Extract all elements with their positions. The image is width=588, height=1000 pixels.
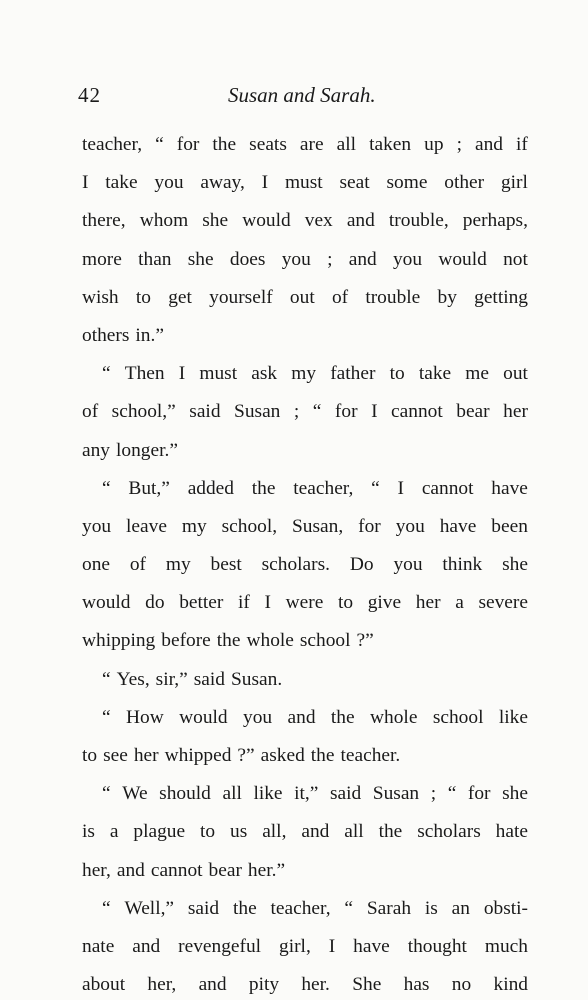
text-line — [82, 852, 528, 890]
word: and — [198, 974, 227, 996]
word: “ — [102, 363, 111, 385]
word: about — [82, 974, 126, 996]
word: her, — [82, 859, 111, 881]
word: pity — [248, 974, 280, 996]
word: to — [135, 286, 151, 308]
word: should — [159, 783, 211, 805]
word: she — [187, 248, 214, 270]
page-number: 42 — [78, 83, 101, 107]
word: school — [299, 630, 351, 652]
word: She — [352, 974, 382, 996]
word: obsti- — [483, 897, 528, 919]
word: sir,” — [155, 668, 188, 690]
word: her. — [301, 974, 330, 996]
word: have — [439, 515, 477, 537]
word: whipping — [82, 630, 156, 652]
word: does — [229, 248, 266, 270]
word: “ — [344, 897, 354, 919]
word: her.” — [247, 859, 286, 881]
word: teacher. — [340, 745, 401, 766]
word: for — [467, 783, 491, 805]
word: “ — [371, 477, 380, 499]
word: How — [126, 706, 164, 728]
word: she — [502, 554, 528, 576]
word: must — [284, 172, 323, 194]
word: were — [285, 592, 324, 614]
text-line — [82, 890, 528, 928]
word: my — [165, 554, 191, 576]
word: I — [82, 172, 89, 194]
word: is — [424, 897, 438, 919]
word: if — [237, 592, 250, 614]
word: ask — [251, 363, 278, 385]
word: “ — [102, 783, 111, 805]
text-line — [82, 699, 528, 737]
word: wish — [82, 286, 119, 308]
word: teacher, — [293, 477, 354, 499]
word: whole — [246, 630, 294, 652]
word: you — [281, 248, 311, 270]
word: But,” — [128, 477, 170, 499]
word: much — [484, 935, 528, 957]
word: it,” — [294, 783, 319, 805]
word: you — [395, 515, 425, 537]
word: “ — [312, 401, 322, 423]
word: Do — [349, 554, 374, 576]
word: the — [232, 897, 257, 919]
word: scholars — [417, 821, 481, 843]
text-line — [82, 928, 528, 966]
word: Yes, — [116, 668, 150, 690]
word: a — [455, 592, 464, 614]
word: all — [222, 783, 242, 805]
word: her, — [147, 974, 177, 996]
text-line — [82, 546, 528, 584]
word: for — [358, 515, 381, 537]
word: have — [491, 477, 528, 499]
word: is — [82, 821, 95, 843]
text-line — [82, 584, 528, 622]
page-header — [78, 83, 528, 113]
word: said — [189, 401, 221, 423]
text-line — [82, 432, 528, 470]
word: “ — [447, 783, 457, 805]
word: would — [82, 592, 131, 614]
text-line — [82, 355, 528, 393]
word: some — [386, 172, 428, 194]
word: Sarah — [366, 897, 412, 919]
word: seats — [249, 134, 287, 155]
word: of — [331, 286, 349, 308]
word: her — [503, 401, 528, 423]
word: other — [444, 172, 485, 194]
word: I — [261, 172, 269, 194]
word: give — [367, 592, 402, 614]
word: been — [491, 515, 528, 537]
word: “ — [102, 668, 111, 690]
word: ?” — [237, 745, 255, 766]
word: think — [442, 554, 483, 576]
word: others — [82, 324, 130, 346]
word: teacher, — [82, 134, 143, 155]
word: and — [346, 210, 375, 232]
word: away, — [200, 172, 245, 194]
word: for — [176, 134, 200, 155]
word: “ — [102, 897, 111, 919]
word: the — [378, 821, 403, 843]
word: revengeful — [178, 935, 262, 957]
word: all, — [262, 821, 287, 843]
word: and — [132, 935, 161, 957]
text-line — [82, 126, 528, 164]
word: all — [344, 821, 364, 843]
word: for — [334, 401, 358, 423]
word: of — [82, 401, 99, 423]
word: up — [424, 134, 444, 155]
word: if — [516, 134, 528, 155]
word: to — [337, 592, 354, 614]
word: whom — [139, 210, 189, 232]
word: whole — [370, 706, 418, 728]
word: there, — [82, 210, 126, 232]
word: would — [438, 248, 487, 270]
word: before — [161, 630, 211, 652]
word: any — [82, 439, 110, 461]
word: would — [242, 210, 291, 232]
word: girl, — [279, 935, 311, 957]
word: has — [403, 974, 430, 996]
word: kind — [493, 974, 528, 996]
word: to — [82, 745, 98, 766]
word: I — [264, 592, 271, 614]
text-line — [82, 737, 528, 775]
word: me — [465, 363, 489, 385]
word: taken — [369, 134, 412, 155]
word: cannot — [391, 401, 443, 423]
word: “ — [102, 477, 111, 499]
word: the — [251, 477, 276, 499]
text-line — [82, 508, 528, 546]
word: her — [133, 745, 159, 766]
word: out — [289, 286, 315, 308]
word: all — [336, 134, 357, 155]
word: like — [253, 783, 283, 805]
word: one — [82, 554, 110, 576]
text-line — [82, 164, 528, 202]
word: in.” — [135, 324, 164, 346]
word: best — [210, 554, 242, 576]
word: no — [451, 974, 472, 996]
word: said — [329, 783, 362, 805]
word: Then — [124, 363, 165, 385]
word: us — [230, 821, 248, 843]
word: said — [187, 897, 220, 919]
word: you — [393, 554, 423, 576]
text-line — [82, 393, 528, 431]
word: I — [328, 935, 336, 957]
word: added — [187, 477, 234, 499]
text-line — [82, 622, 528, 660]
text-line — [82, 966, 528, 1000]
word: getting — [474, 286, 528, 308]
word: Susan, — [292, 515, 344, 537]
word: the — [216, 630, 241, 652]
word: asked — [260, 745, 305, 766]
text-line — [82, 279, 528, 317]
word: Well,” — [124, 897, 175, 919]
text-line — [82, 775, 528, 813]
word: “ — [102, 706, 111, 728]
word: trouble — [365, 286, 421, 308]
word: “ — [155, 134, 164, 155]
word: ; — [430, 783, 437, 805]
word: I — [371, 401, 378, 423]
word: longer.” — [116, 439, 178, 461]
word: yourself — [209, 286, 273, 308]
word: take — [105, 172, 138, 194]
word: out — [503, 363, 528, 385]
text-line — [82, 317, 528, 355]
word: do — [145, 592, 165, 614]
word: thought — [407, 935, 467, 957]
word: see — [103, 745, 128, 766]
word: school, — [221, 515, 278, 537]
word: school — [432, 706, 484, 728]
word: leave — [126, 515, 167, 537]
word: plague — [133, 821, 186, 843]
word: her — [415, 592, 441, 614]
word: and — [348, 248, 377, 270]
word: girl — [500, 172, 528, 194]
word: my — [291, 363, 317, 385]
word: you — [392, 248, 423, 270]
word: seat — [339, 172, 370, 194]
word: bear — [456, 401, 490, 423]
word: ?” — [356, 630, 374, 652]
word: said — [193, 668, 225, 690]
word: she — [202, 210, 229, 232]
word: than — [138, 248, 172, 270]
text-line — [82, 661, 528, 699]
word: school,” — [111, 401, 176, 423]
word: a — [109, 821, 119, 843]
word: better — [179, 592, 224, 614]
word: vex — [304, 210, 333, 232]
text-line — [82, 470, 528, 508]
word: teacher, — [270, 897, 331, 919]
word: and — [116, 859, 145, 881]
word: the — [310, 745, 335, 766]
word: by — [437, 286, 457, 308]
word: like — [498, 706, 528, 728]
word: the — [330, 706, 355, 728]
word: more — [82, 248, 122, 270]
word: she — [502, 783, 528, 805]
word: Susan. — [231, 668, 283, 690]
word: ; — [456, 134, 462, 155]
word: cannot — [150, 859, 203, 881]
word: I — [397, 477, 405, 499]
text-line — [82, 202, 528, 240]
word: Susan — [372, 783, 420, 805]
word: perhaps, — [462, 210, 528, 232]
word: hate — [495, 821, 528, 843]
word: bear — [208, 859, 242, 881]
word: my — [181, 515, 207, 537]
word: We — [122, 783, 148, 805]
word: of — [129, 554, 147, 576]
word: I — [178, 363, 186, 385]
word: not — [503, 248, 528, 270]
word: nate — [82, 935, 115, 957]
word: and — [475, 134, 503, 155]
word: cannot — [421, 477, 474, 499]
word: whipped — [164, 745, 232, 766]
word: trouble, — [388, 210, 449, 232]
word: get — [168, 286, 192, 308]
word: have — [353, 935, 390, 957]
word: an — [451, 897, 470, 919]
word: to — [389, 363, 405, 385]
word: must — [199, 363, 238, 385]
word: severe — [478, 592, 528, 614]
word: take — [418, 363, 452, 385]
word: Susan — [234, 401, 281, 423]
word: ; — [327, 248, 333, 270]
word: and — [287, 706, 316, 728]
body-text — [82, 126, 528, 1000]
word: would — [179, 706, 228, 728]
running-title: Susan and Sarah. — [228, 83, 376, 107]
text-line — [82, 813, 528, 851]
word: you — [243, 706, 273, 728]
word: are — [299, 134, 324, 155]
text-line — [82, 241, 528, 279]
word: and — [301, 821, 330, 843]
word: the — [212, 134, 237, 155]
word: father — [330, 363, 376, 385]
word: you — [82, 515, 112, 537]
word: ; — [293, 401, 300, 423]
word: to — [200, 821, 216, 843]
word: scholars. — [261, 554, 331, 576]
word: you — [154, 172, 184, 194]
